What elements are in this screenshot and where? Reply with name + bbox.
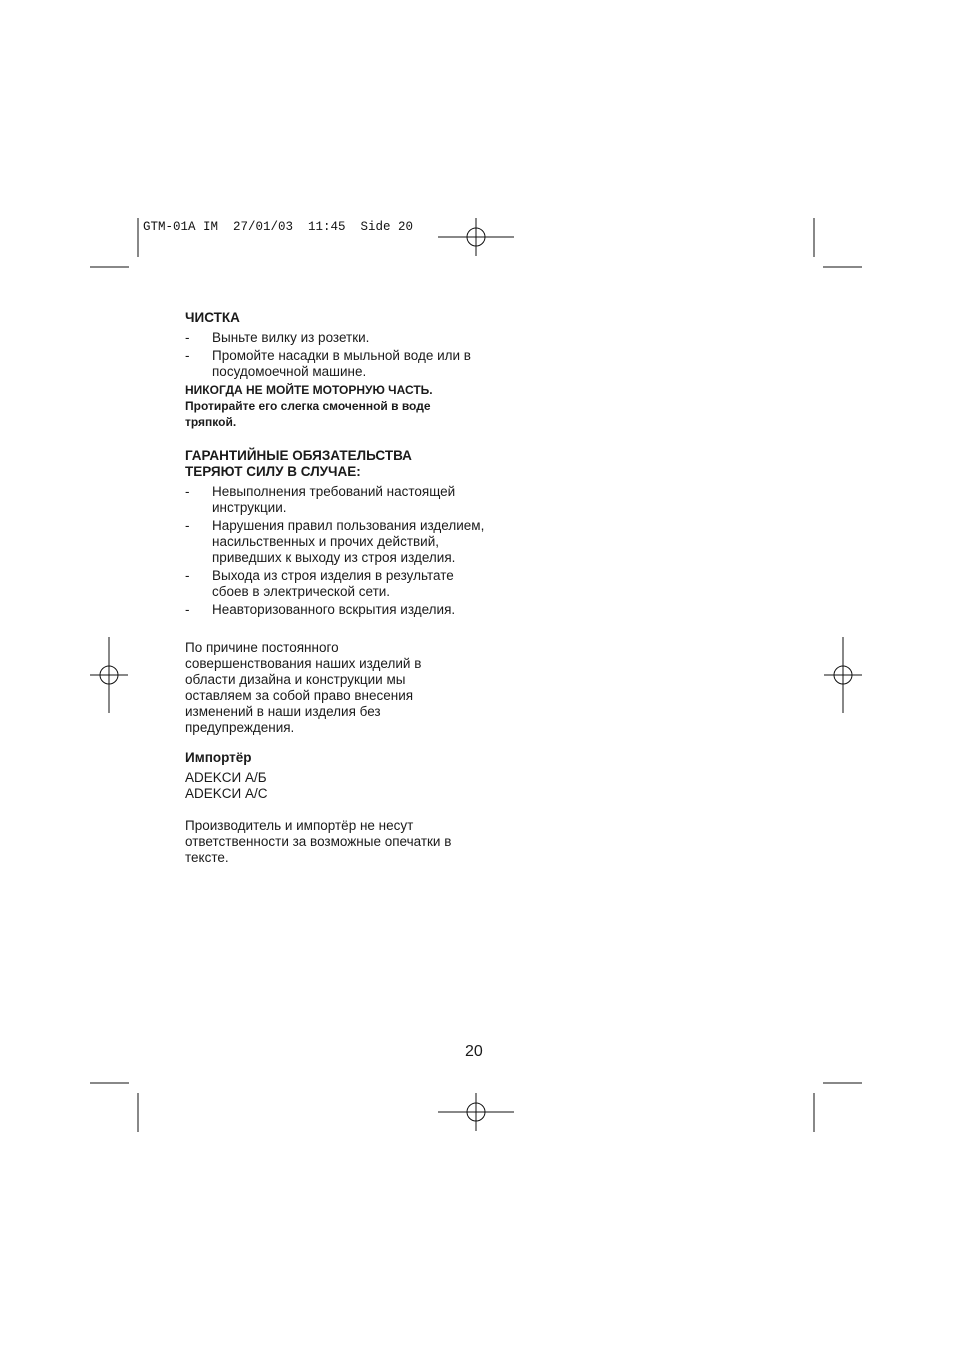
- disclaimer: Производитель и импортёр не несут ответственности за возможные опечатки в тексте.: [185, 818, 452, 865]
- registration-target-top: [438, 218, 514, 256]
- registration-target-left: [90, 637, 128, 713]
- cleaning-list: [185, 330, 485, 380]
- list-item: - Промойте насадки в мыльной воде или в посудомоечной машине.: [185, 348, 471, 379]
- registration-target-bottom: [438, 1093, 514, 1131]
- cleaning-heading: ЧИСТКА: [185, 310, 240, 325]
- list-item: - Нарушения правил пользования изделием, насильственных и прочих действий, приведших к выходу из строя изделия.: [185, 518, 485, 565]
- list-item: - Неавторизованного вскрытия изделия.: [185, 602, 456, 617]
- page-number: 20: [465, 1043, 483, 1060]
- list-item: - Выньте вилку из розетки.: [185, 330, 370, 345]
- registration-target-right: [824, 637, 862, 713]
- warning-text: Протирайте его слегка смоченной в воде тряпкой.: [185, 399, 431, 429]
- warranty-list: [185, 484, 485, 618]
- instruction-content: [185, 310, 485, 866]
- list-item: - Невыполнения требований настоящей инструкции.: [185, 484, 456, 515]
- list-item: - Выхода из строя изделия в результате сбоев в электрической сети.: [185, 568, 454, 599]
- importer-line-1: ADEKCИ A/Б: [185, 770, 267, 785]
- improvement-note: По причине постоянного совершенствования наших изделий в области дизайна и конструкции мы оставляем за собой право внесения изменений в наши изделия без предупреждения.: [185, 640, 422, 735]
- warning-caps: НИКОГДА НЕ МОЙТЕ МОТОРНУЮ ЧАСТЬ.: [185, 383, 433, 397]
- print-slug: GTM-01A IM 27/01/03 11:45 Side 20: [143, 220, 414, 234]
- importer-heading: Импортёр: [185, 750, 252, 765]
- warranty-heading: ГАРАНТИЙНЫЕ ОБЯЗАТЕЛЬСТВА ТЕРЯЮТ СИЛУ В СЛУЧАЕ:: [185, 448, 412, 479]
- importer-line-2: ADEKCИ A/C: [185, 786, 268, 801]
